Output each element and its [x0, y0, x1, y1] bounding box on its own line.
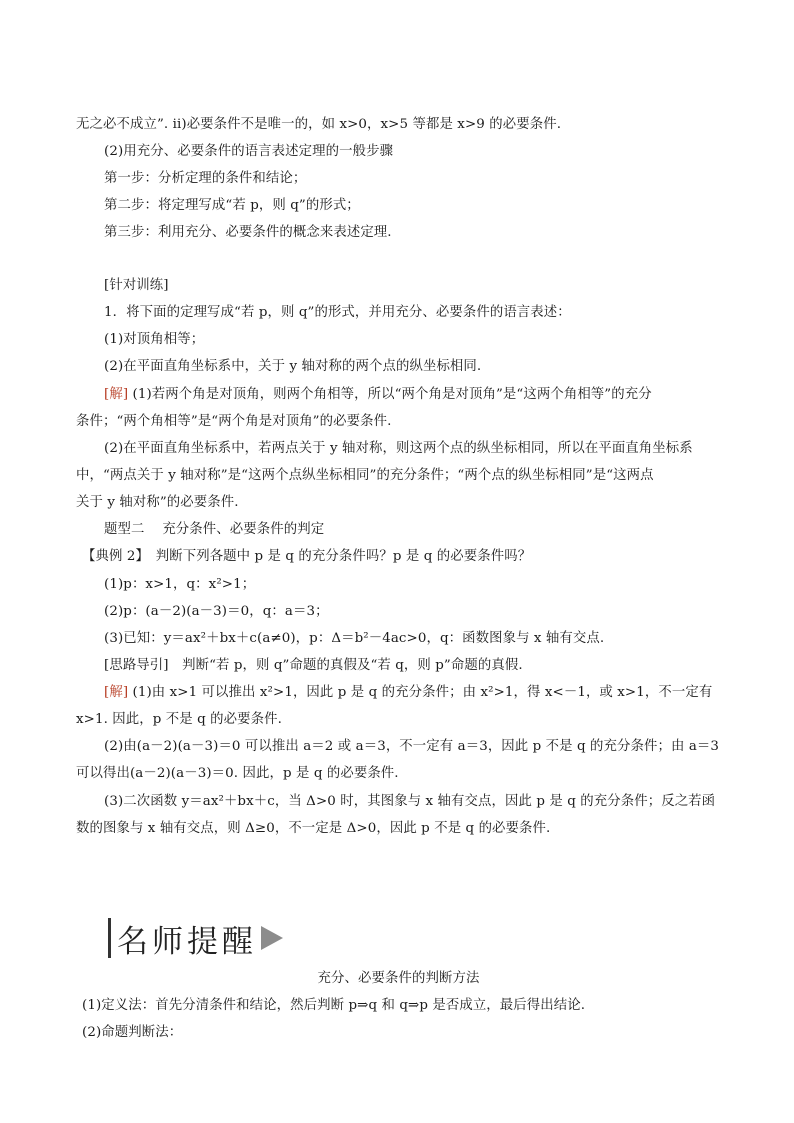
solution-tag: [解]	[104, 387, 129, 402]
solution-text: (1)若两个角是对顶角，则两个角相等，所以“两个角是对顶角”是“这两个角相等”的充分	[128, 387, 652, 402]
text-line: (1)对顶角相等；	[104, 332, 205, 347]
text-line: 第一步：分析定理的条件和结论；	[104, 171, 307, 186]
teacher-tip-banner	[108, 918, 283, 958]
text-line: (2)p：(a－2)(a－3)＝0，q：a＝3；	[104, 604, 329, 619]
text-line: (2)由(a－2)(a－3)＝0 可以推出 a＝2 或 a＝3，不一定有 a＝3，因此 p 不是 q 的充分条件；由 a＝3	[104, 739, 720, 754]
example-heading: 【典例 2】 判断下列各题中 p 是 q 的充分条件吗？p 是 q 的必要条件吗？	[82, 549, 532, 564]
text-line: (2)命题判断法：	[82, 1025, 183, 1040]
text-line: (1)p：x>1，q：x²>1；	[104, 577, 256, 592]
text-line: 1．将下面的定理写成“若 p，则 q”的形式，并用充分、必要条件的语言表述：	[104, 305, 571, 320]
text-line: x>1. 因此，p 不是 q 的必要条件.	[76, 712, 282, 727]
text-line: (1)定义法：首先分清条件和结论，然后判断 p⇒q 和 q⇒p 是否成立，最后得出结论.	[82, 998, 586, 1013]
triangle-arrow-icon	[261, 926, 283, 950]
text-line: (3)二次函数 y＝ax²＋bx＋c，当 Δ>0 时，其图象与 x 轴有交点，因此 p 是 q 的充分条件；反之若函	[104, 794, 716, 809]
text-line: (3)已知：y＝ax²＋bx＋c(a≠0)，p：Δ＝b²－4ac>0，q：函数图象与 x 轴有交点.	[104, 631, 605, 646]
text-line: 关于 y 轴对称”的必要条件.	[76, 495, 239, 510]
text-line: 可以得出(a－2)(a－3)＝0. 因此，p 是 q 的必要条件.	[76, 766, 399, 781]
text-line: 中，“两点关于 y 轴对称”是“这两个点纵坐标相同”的充分条件；“两个点的纵坐标相同”是“这两点	[76, 468, 654, 483]
text-line: [思路导引] 判断“若 p，则 q”命题的真假及“若 q，则 p”命题的真假.	[104, 658, 523, 673]
text-line: (2)在平面直角坐标系中，关于 y 轴对称的两个点的纵坐标相同.	[104, 359, 482, 374]
text-line: 第三步：利用充分、必要条件的概念来表述定理.	[104, 225, 392, 240]
banner-bar	[108, 918, 111, 958]
text-line: (2)在平面直角坐标系中，若两点关于 y 轴对称，则这两个点的纵坐标相同，所以在平面直角坐标系	[104, 441, 693, 456]
text-line: 条件；“两个角相等”是“两个角是对顶角”的必要条件.	[76, 414, 392, 429]
section-heading: [针对训练]	[104, 278, 169, 293]
text-line: (2)用充分、必要条件的语言表述定理的一般步骤	[104, 144, 394, 159]
solution-line	[104, 386, 721, 404]
section-heading: 题型二 充分条件、必要条件的判定	[104, 522, 325, 537]
solution-text: (1)由 x>1 可以推出 x²>1，因此 p 是 q 的充分条件；由 x²>1，得 x<－1，或 x>1，不一定有	[128, 685, 713, 700]
tip-title: 充分、必要条件的判断方法	[317, 971, 480, 986]
text-line: 第二步：将定理写成“若 p，则 q”的形式；	[104, 198, 360, 213]
banner-title: 名师提醒	[117, 923, 257, 960]
solution-tag: [解]	[104, 685, 129, 700]
text-line: 数的图象与 x 轴有交点，则 Δ≥0，不一定是 Δ>0，因此 p 不是 q 的必要条件.	[76, 821, 551, 836]
solution-line	[104, 684, 721, 702]
text-line: 无之必不成立”. ii)必要条件不是唯一的，如 x>0，x>5 等都是 x>9 的必要条件.	[76, 117, 562, 132]
